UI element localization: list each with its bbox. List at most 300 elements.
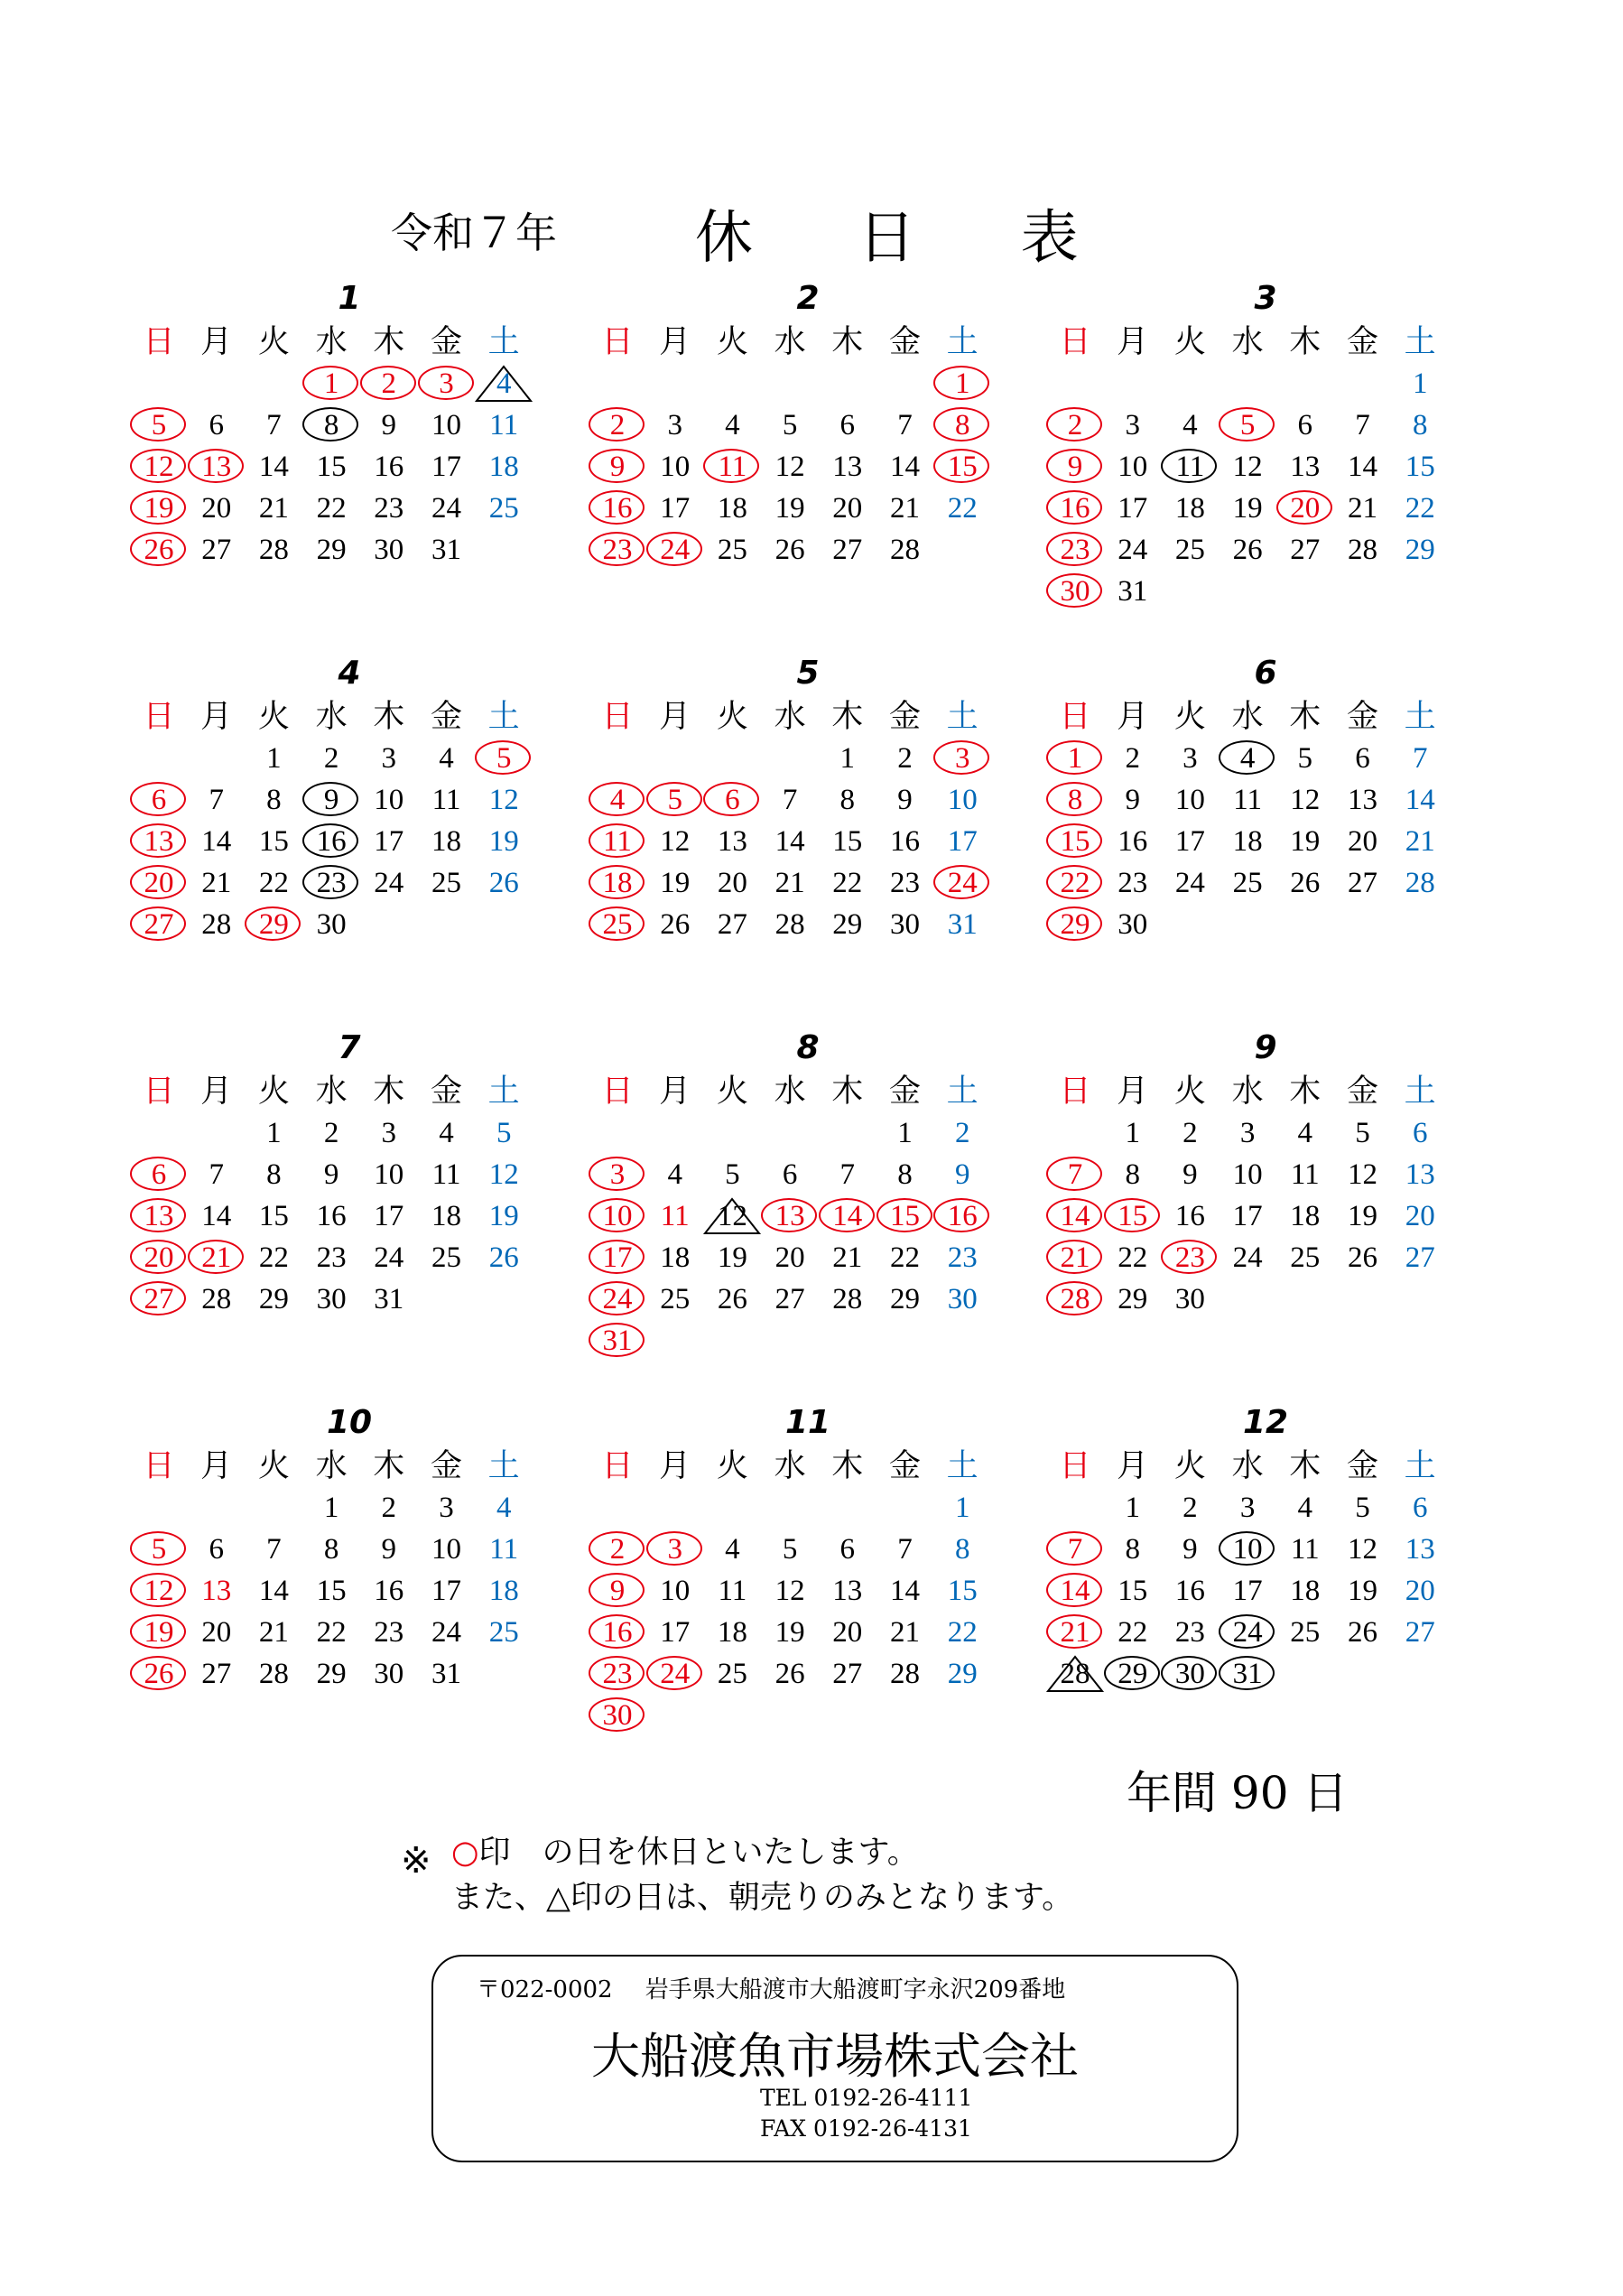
day-cell <box>822 1156 873 1194</box>
day-cell <box>1164 1530 1215 1568</box>
day-cell <box>1338 1114 1388 1152</box>
day-cell <box>1395 864 1445 902</box>
day-cell <box>1222 406 1273 444</box>
day-cell <box>765 406 815 444</box>
day-number: 21 <box>201 867 232 899</box>
day-cell <box>707 864 757 902</box>
day-number: 15 <box>258 825 289 858</box>
day-cell <box>422 1613 472 1651</box>
day-cell <box>765 531 815 569</box>
day-number: 21 <box>258 1616 289 1649</box>
day-number: 28 <box>1060 1658 1090 1690</box>
day-cell <box>478 489 529 527</box>
day-cell <box>1280 1613 1331 1651</box>
day-number: 11 <box>489 409 519 442</box>
day-cell <box>306 781 357 819</box>
day-cell <box>1222 1114 1273 1152</box>
day-number: 24 <box>1232 1616 1263 1649</box>
day-cell <box>650 1655 700 1693</box>
day-number: 17 <box>431 451 461 483</box>
day-number: 10 <box>431 409 461 442</box>
day-cell <box>1222 864 1273 902</box>
company-name: 大船渡魚市場株式会社 <box>591 2028 1079 2085</box>
day-cell <box>478 739 529 777</box>
day-cell <box>765 489 815 527</box>
day-number: 24 <box>1118 534 1148 566</box>
day-cell <box>1050 531 1100 569</box>
day-cell <box>1050 823 1100 860</box>
annual-total: 年間 90 日 <box>1127 1767 1349 1819</box>
day-cell <box>134 1530 184 1568</box>
day-cell <box>364 1613 414 1651</box>
day-number: 15 <box>316 451 347 483</box>
day-cell <box>134 781 184 819</box>
day-cell <box>306 365 357 403</box>
day-number: 19 <box>144 492 174 525</box>
weekday-header: 日 <box>601 324 634 360</box>
weekday-header: 水 <box>315 1448 348 1484</box>
day-cell <box>822 1572 873 1610</box>
weekday-header: 金 <box>1346 324 1378 360</box>
month-number: 12 <box>1242 1404 1289 1441</box>
day-cell <box>1050 1280 1100 1318</box>
month-number: 6 <box>1254 655 1277 692</box>
day-cell <box>880 1572 931 1610</box>
weekday-header: 火 <box>716 699 748 735</box>
day-number: 30 <box>374 1658 404 1690</box>
day-number: 22 <box>832 867 863 899</box>
day-cell <box>1338 1489 1388 1527</box>
day-cell <box>1280 1530 1331 1568</box>
weekday-header: 土 <box>1404 699 1436 735</box>
day-cell <box>364 739 414 777</box>
day-cell <box>1395 1114 1445 1152</box>
day-number: 26 <box>717 1283 747 1315</box>
weekday-header: 木 <box>373 1074 405 1110</box>
day-number: 31 <box>1118 575 1148 608</box>
day-cell <box>650 1156 700 1194</box>
day-number: 4 <box>1297 1117 1313 1149</box>
day-number: 3 <box>1239 1492 1256 1524</box>
weekday-header: 水 <box>1231 1448 1264 1484</box>
day-cell <box>1108 1280 1158 1318</box>
day-number: 23 <box>316 1241 347 1274</box>
day-cell <box>592 1572 643 1610</box>
day-number: 26 <box>488 867 519 899</box>
weekday-header: 土 <box>487 1074 520 1110</box>
day-cell <box>707 823 757 860</box>
day-cell <box>650 531 700 569</box>
day-number: 10 <box>1232 1158 1263 1191</box>
weekday-header: 日 <box>601 699 634 735</box>
day-number: 14 <box>201 825 232 858</box>
day-cell <box>422 864 472 902</box>
day-number: 5 <box>1355 1117 1370 1149</box>
day-cell <box>707 1280 757 1318</box>
day-cell <box>364 365 414 403</box>
day-number: 27 <box>1290 534 1321 566</box>
day-cell <box>880 448 931 486</box>
day-cell <box>592 406 643 444</box>
day-cell <box>364 1239 414 1277</box>
weekday-header: 金 <box>888 324 921 360</box>
day-number: 25 <box>1174 534 1205 566</box>
day-number: 16 <box>316 825 347 858</box>
day-number: 14 <box>1348 451 1377 483</box>
day-cell <box>765 1613 815 1651</box>
day-cell <box>937 365 988 403</box>
day-cell <box>306 1530 357 1568</box>
era-year: 令和７年 <box>391 209 557 257</box>
day-number: 18 <box>1174 492 1205 525</box>
day-cell <box>1395 781 1445 819</box>
day-cell <box>1222 1655 1273 1693</box>
day-number: 7 <box>1067 1158 1083 1191</box>
day-cell <box>822 781 873 819</box>
day-cell <box>707 906 757 943</box>
day-number: 27 <box>832 534 863 566</box>
weekday-header: 月 <box>200 699 233 735</box>
day-number: 26 <box>144 534 174 566</box>
day-cell <box>478 864 529 902</box>
weekday-header: 日 <box>1059 699 1091 735</box>
day-cell <box>822 448 873 486</box>
day-cell <box>1280 448 1331 486</box>
day-number: 10 <box>660 451 691 483</box>
weekday-header: 土 <box>946 1074 978 1110</box>
day-number: 10 <box>374 1158 404 1191</box>
day-cell <box>880 739 931 777</box>
day-cell <box>592 1696 643 1734</box>
day-number: 15 <box>832 825 863 858</box>
day-number: 24 <box>660 1658 691 1690</box>
day-cell <box>1222 1239 1273 1277</box>
day-cell <box>650 406 700 444</box>
day-number: 29 <box>890 1283 920 1315</box>
day-number: 17 <box>660 1616 691 1649</box>
weekday-header: 木 <box>831 324 864 360</box>
day-number: 21 <box>201 1241 232 1274</box>
day-cell <box>306 1156 357 1194</box>
day-cell <box>1108 448 1158 486</box>
day-number: 20 <box>1348 825 1377 858</box>
day-number: 27 <box>717 908 747 941</box>
day-cell <box>248 531 299 569</box>
day-number: 2 <box>609 1533 626 1566</box>
day-cell <box>1164 489 1215 527</box>
day-number: 23 <box>602 1658 633 1690</box>
day-cell <box>937 489 988 527</box>
day-number: 5 <box>667 784 682 816</box>
day-cell <box>937 1613 988 1651</box>
day-cell <box>248 489 299 527</box>
day-number: 31 <box>374 1283 404 1315</box>
day-number: 25 <box>488 1616 519 1649</box>
day-cell <box>1280 781 1331 819</box>
day-number: 7 <box>1412 742 1428 775</box>
day-cell <box>134 864 184 902</box>
weekday-header: 土 <box>1404 324 1436 360</box>
weekday-header: 火 <box>716 1074 748 1110</box>
day-number: 9 <box>609 1575 626 1607</box>
day-cell <box>1222 781 1273 819</box>
day-number: 4 <box>609 784 626 816</box>
day-cell <box>880 406 931 444</box>
day-number: 12 <box>488 1158 519 1191</box>
day-cell <box>422 1655 472 1693</box>
weekday-header: 月 <box>659 324 691 360</box>
day-number: 14 <box>1060 1575 1090 1607</box>
day-cell <box>1338 1613 1388 1651</box>
day-number: 16 <box>1174 1575 1205 1607</box>
day-cell <box>880 823 931 860</box>
day-number: 17 <box>374 1200 404 1232</box>
day-number: 1 <box>897 1117 913 1149</box>
day-cell <box>1050 406 1100 444</box>
weekday-header: 土 <box>1404 1448 1436 1484</box>
weekday-header: 火 <box>1173 699 1206 735</box>
day-number: 19 <box>488 1200 519 1232</box>
weekday-header: 木 <box>1289 699 1322 735</box>
day-number: 22 <box>1405 492 1435 525</box>
day-number: 2 <box>381 1492 397 1524</box>
day-cell <box>248 781 299 819</box>
day-number: 13 <box>201 451 232 483</box>
day-number: 8 <box>323 1533 339 1566</box>
weekday-header: 木 <box>1289 1074 1322 1110</box>
day-number: 12 <box>774 451 805 483</box>
day-number: 1 <box>954 367 970 400</box>
day-cell <box>765 1156 815 1194</box>
day-cell <box>592 1655 643 1693</box>
day-cell <box>592 531 643 569</box>
day-number: 13 <box>832 1575 863 1607</box>
day-cell <box>1280 864 1331 902</box>
day-cell <box>1108 1613 1158 1651</box>
day-number: 4 <box>439 742 454 775</box>
day-cell <box>306 1489 357 1527</box>
day-cell <box>191 1197 242 1235</box>
day-cell <box>1338 1572 1388 1610</box>
day-number: 28 <box>1060 1283 1090 1315</box>
day-number: 26 <box>1232 534 1263 566</box>
note-line-1 <box>451 1827 919 1873</box>
day-number: 22 <box>258 867 289 899</box>
day-number: 28 <box>1405 867 1435 899</box>
day-cell <box>1395 1239 1445 1277</box>
day-cell <box>937 1489 988 1527</box>
day-cell <box>191 1572 242 1610</box>
day-cell <box>1050 739 1100 777</box>
day-cell <box>1050 1239 1100 1277</box>
weekday-header: 土 <box>487 1448 520 1484</box>
day-cell <box>1338 448 1388 486</box>
day-cell <box>306 1655 357 1693</box>
day-number: 11 <box>603 825 632 858</box>
day-cell <box>364 1572 414 1610</box>
day-cell <box>134 1239 184 1277</box>
day-cell <box>191 864 242 902</box>
day-number: 23 <box>1174 1241 1205 1274</box>
day-number: 11 <box>660 1200 690 1232</box>
day-number: 28 <box>201 908 232 941</box>
day-cell <box>364 489 414 527</box>
day-cell <box>765 1655 815 1693</box>
day-cell <box>1222 448 1273 486</box>
day-cell <box>1222 489 1273 527</box>
day-cell <box>822 1530 873 1568</box>
day-cell <box>1395 406 1445 444</box>
day-cell <box>248 1280 299 1318</box>
day-cell <box>191 1156 242 1194</box>
day-cell <box>248 1197 299 1235</box>
day-number: 22 <box>316 492 347 525</box>
weekday-header: 木 <box>831 699 864 735</box>
day-cell <box>937 1156 988 1194</box>
weekday-header: 木 <box>1289 324 1322 360</box>
day-cell <box>306 531 357 569</box>
day-cell <box>191 1613 242 1651</box>
day-number: 18 <box>431 1200 461 1232</box>
day-cell <box>1338 864 1388 902</box>
day-number: 13 <box>1348 784 1377 816</box>
day-cell <box>707 448 757 486</box>
weekday-header: 金 <box>1346 1074 1378 1110</box>
day-cell <box>1395 448 1445 486</box>
day-cell <box>592 906 643 943</box>
circle-mark-icon: ○ <box>451 1835 479 1871</box>
day-number: 25 <box>602 908 633 941</box>
day-cell <box>422 1572 472 1610</box>
day-cell <box>306 906 357 943</box>
day-cell <box>592 1613 643 1651</box>
day-cell <box>1338 823 1388 860</box>
day-number: 22 <box>890 1241 920 1274</box>
day-cell <box>1108 1114 1158 1152</box>
day-number: 24 <box>431 492 461 525</box>
day-cell <box>364 864 414 902</box>
day-number: 20 <box>201 492 232 525</box>
day-number: 29 <box>316 534 347 566</box>
day-number: 16 <box>374 451 404 483</box>
day-number: 31 <box>602 1325 633 1357</box>
day-number: 9 <box>1067 451 1083 483</box>
day-cell <box>134 1156 184 1194</box>
day-cell <box>134 1572 184 1610</box>
day-number: 10 <box>602 1200 633 1232</box>
weekday-header: 木 <box>831 1448 864 1484</box>
day-number: 18 <box>660 1241 691 1274</box>
day-number: 16 <box>602 1616 633 1649</box>
day-number: 12 <box>1348 1533 1377 1566</box>
day-cell <box>765 1280 815 1318</box>
day-number: 16 <box>602 492 633 525</box>
day-cell <box>191 448 242 486</box>
day-number: 26 <box>1348 1241 1377 1274</box>
weekday-header: 水 <box>1231 699 1264 735</box>
day-cell <box>422 823 472 860</box>
weekday-header: 日 <box>1059 324 1091 360</box>
month-number: 10 <box>326 1404 373 1441</box>
day-cell <box>937 906 988 943</box>
day-cell <box>1164 1197 1215 1235</box>
day-number: 4 <box>1182 409 1198 442</box>
day-number: 13 <box>1290 451 1321 483</box>
day-cell <box>707 1197 757 1235</box>
day-cell <box>1395 1613 1445 1651</box>
day-number: 11 <box>718 451 747 483</box>
day-number: 19 <box>1348 1575 1377 1607</box>
day-number: 25 <box>1290 1241 1321 1274</box>
day-cell <box>1222 1613 1273 1651</box>
weekday-header: 金 <box>430 1074 462 1110</box>
day-number: 25 <box>717 534 747 566</box>
day-number: 4 <box>1297 1492 1313 1524</box>
day-cell <box>1164 739 1215 777</box>
day-number: 11 <box>431 784 461 816</box>
day-cell <box>134 489 184 527</box>
day-cell <box>478 1114 529 1152</box>
day-number: 1 <box>266 1117 282 1149</box>
day-cell <box>937 823 988 860</box>
weekday-header: 月 <box>1117 1448 1149 1484</box>
day-cell <box>422 1489 472 1527</box>
day-number: 19 <box>1232 492 1263 525</box>
day-cell <box>478 406 529 444</box>
day-cell <box>880 1530 931 1568</box>
day-number: 18 <box>488 1575 519 1607</box>
day-number: 25 <box>1232 867 1263 899</box>
day-cell <box>1164 823 1215 860</box>
weekday-header: 水 <box>315 1074 348 1110</box>
day-number: 23 <box>890 867 920 899</box>
day-number: 12 <box>660 825 691 858</box>
street-address: 岩手県大船渡市大船渡町字永沢209番地 <box>645 1976 1066 2003</box>
day-number: 24 <box>602 1283 633 1315</box>
day-cell <box>306 1572 357 1610</box>
day-number: 30 <box>316 908 347 941</box>
weekday-header: 月 <box>659 1448 691 1484</box>
day-cell <box>707 531 757 569</box>
day-number: 20 <box>144 867 174 899</box>
day-cell <box>1338 1156 1388 1194</box>
day-cell <box>478 1156 529 1194</box>
day-cell <box>937 448 988 486</box>
day-number: 21 <box>832 1241 863 1274</box>
day-number: 1 <box>323 367 339 400</box>
day-number: 10 <box>1232 1533 1263 1566</box>
weekday-header: 土 <box>487 699 520 735</box>
day-number: 8 <box>839 784 856 816</box>
day-number: 3 <box>667 1533 682 1566</box>
weekday-header: 木 <box>373 699 405 735</box>
day-number: 12 <box>144 451 174 483</box>
day-cell <box>422 365 472 403</box>
day-number: 18 <box>1290 1575 1321 1607</box>
day-cell <box>134 1655 184 1693</box>
weekday-header: 月 <box>1117 324 1149 360</box>
day-cell <box>822 531 873 569</box>
day-cell <box>191 906 242 943</box>
day-cell <box>1280 823 1331 860</box>
day-number: 2 <box>1182 1117 1198 1149</box>
day-number: 7 <box>1355 409 1370 442</box>
day-cell <box>1395 1197 1445 1235</box>
weekday-header: 金 <box>888 1074 921 1110</box>
day-cell <box>364 823 414 860</box>
day-number: 3 <box>609 1158 626 1191</box>
day-cell <box>1050 864 1100 902</box>
